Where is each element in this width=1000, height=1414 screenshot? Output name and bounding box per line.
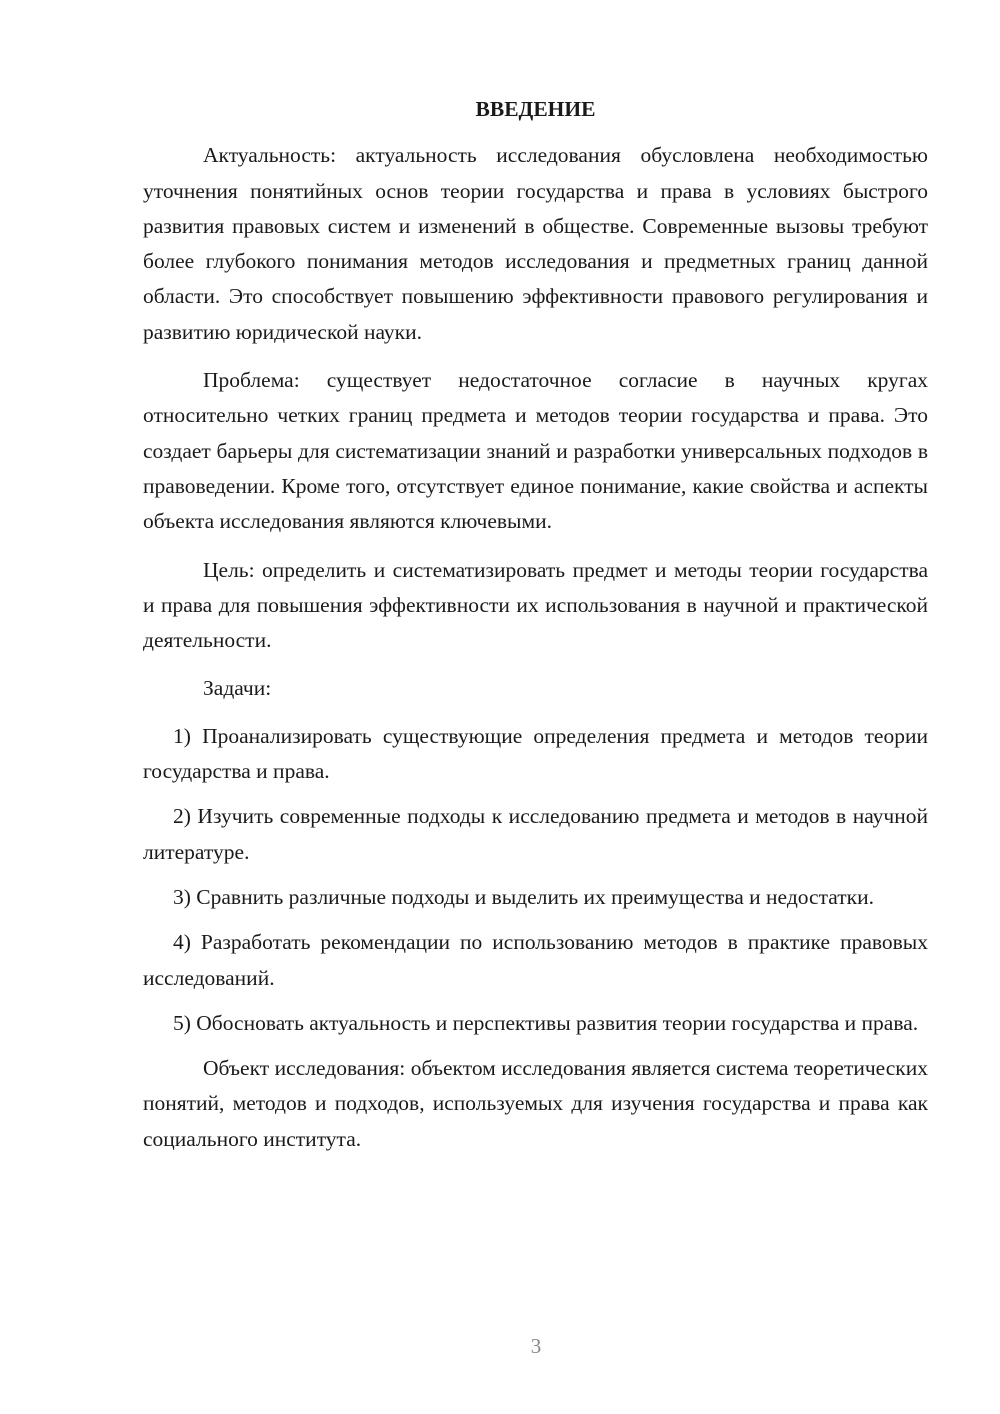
task-item: 4) Разработать рекомендации по использованию методов в практике правовых исследований. bbox=[143, 930, 928, 990]
task-item: 2) Изучить современные подходы к исследованию предмета и методов в научной литературе. bbox=[143, 804, 928, 864]
page-content bbox=[143, 92, 928, 1170]
paragraph-goal: Цель: определить и систематизировать предмет и методы теории государства и права для повышения эффективности их использования в научной и практической деятельности. bbox=[143, 557, 928, 653]
task-item: 3) Сравнить различные подходы и выделить их преимущества и недостатки. bbox=[173, 884, 874, 909]
page-number: 3 bbox=[530, 1334, 542, 1358]
paragraph-problem: Проблема: существует недостаточное согласие в научных кругах относительно четких границ предмета и методов теории государства и права. Это создает барьеры для систематизации знаний и разработки универсальных подходов в правоведении. Кроме того, отсутствует единое понимание, какие свойства и аспекты объекта исследования являются ключевыми. bbox=[143, 368, 928, 534]
section-title: ВВЕДЕНИЕ bbox=[475, 97, 596, 121]
task-item: 1) Проанализировать существующие определения предмета и методов теории государства и права. bbox=[143, 723, 928, 784]
tasks-heading: Задачи: bbox=[203, 676, 272, 701]
task-item: 5) Обосновать актуальность и перспективы развития теории государства и права. bbox=[173, 1010, 919, 1035]
paragraph-object: Объект исследования: объектом исследования является система теоретических понятий, методов и подходов, используемых для изучения государства и права как социального института. bbox=[143, 1056, 928, 1151]
paragraph-relevance: Актуальность: актуальность исследования обусловлена необходимостью уточнения понятийных основ теории государства и права в условиях быстрого развития правовых систем и изменений в обществе. Современные вызовы требуют более глубокого понимания методов исследования и предметных границ данной области. Это способствует повышению эффективности правового регулирования и развитию юридической науки. bbox=[143, 143, 928, 344]
